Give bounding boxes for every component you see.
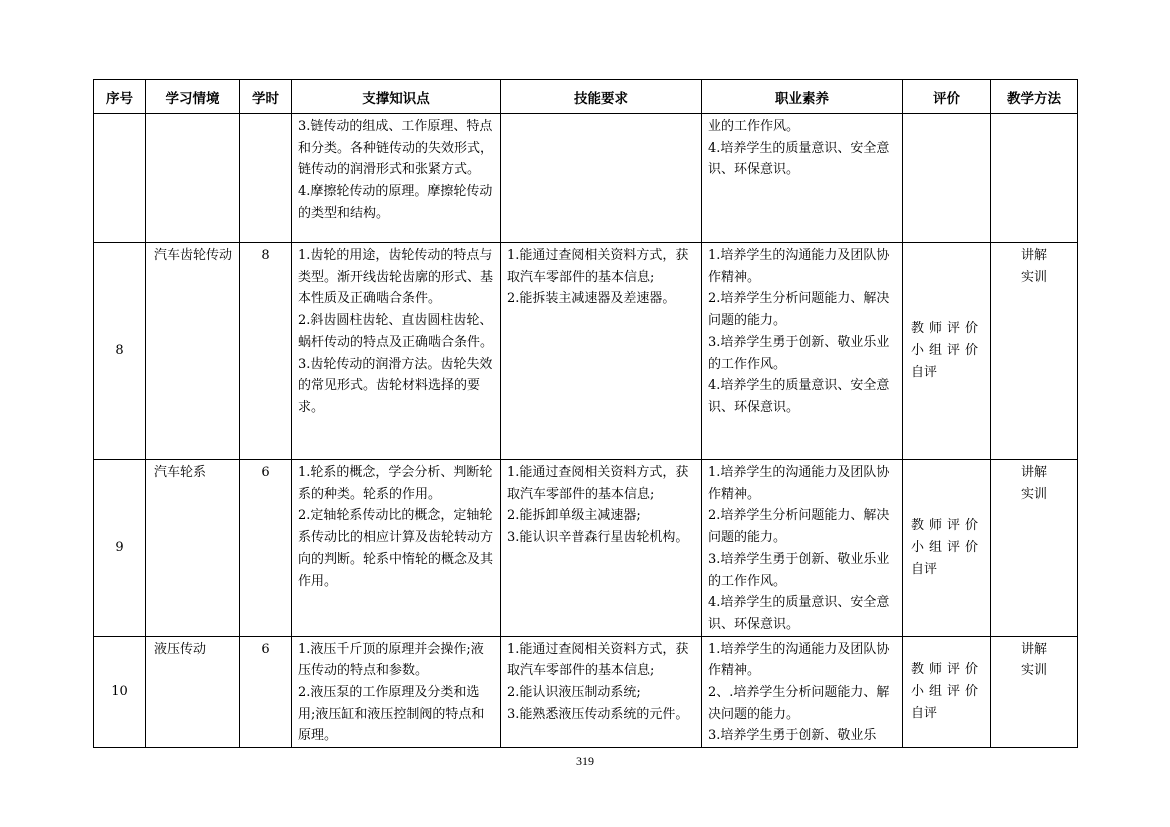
seq-cell: 9 — [94, 460, 146, 637]
literacy-item: 1.培养学生的沟通能力及团队协作精神。 — [708, 248, 890, 285]
skill-item: 3.能熟悉液压传动系统的元件。 — [507, 706, 689, 722]
evaluation-item: 自评 — [911, 561, 938, 577]
knowledge-cell — [292, 460, 501, 637]
method-item: 讲解 — [1020, 465, 1047, 480]
skill-item: 1.能通过查阅相关资料方式，获取汽车零部件的基本信息; — [507, 641, 689, 679]
literacy-item: 4.培养学生的质量意识、安全意识、环保意识。 — [708, 378, 890, 415]
method-item: 讲解 — [1020, 248, 1047, 263]
literacy-cell — [702, 636, 903, 748]
method-item: 实训 — [1020, 269, 1047, 285]
header-literacy: 职业素养 — [702, 80, 903, 114]
skill-item: 2.能认识液压制动系统; — [507, 685, 641, 701]
topic-cell — [146, 114, 240, 243]
skill-item: 2.能拆卸单级主减速器; — [507, 508, 641, 524]
literacy-item: 2.培养学生分析问题能力、解决问题的能力。 — [708, 291, 890, 329]
evaluation-cell — [903, 460, 991, 637]
skill-item: 3.能认识辛普森行星齿轮机构。 — [507, 530, 689, 546]
evaluation-cell — [903, 114, 991, 243]
evaluation-item: 教师评价 — [911, 518, 984, 534]
literacy-item: 3.培养学生勇于创新、敬业乐 — [708, 728, 877, 744]
literacy-item: 1.培养学生的沟通能力及团队协作精神。 — [708, 641, 890, 679]
knowledge-item: 3.齿轮传动的润滑方法。齿轮失效的常见形式。齿轮材料选择的要求。 — [298, 356, 493, 415]
evaluation-cell — [903, 243, 991, 460]
methods-cell — [991, 243, 1078, 460]
hours-cell: 6 — [240, 636, 292, 748]
hours-cell: 8 — [240, 243, 292, 460]
literacy-item: 4.培养学生的质量意识、安全意识、环保意识。 — [708, 595, 890, 632]
topic-cell: 汽车轮系 — [146, 460, 240, 637]
skill-item: 1.能通过查阅相关资料方式，获取汽车零部件的基本信息; — [507, 465, 689, 502]
knowledge-item: 1.齿轮的用途，齿轮传动的特点与类型。渐开线齿轮齿廓的形式、基本性质及正确啮合条件。 — [298, 248, 494, 307]
evaluation-item: 自评 — [911, 364, 938, 380]
evaluation-item: 小组评价 — [911, 684, 984, 700]
knowledge-item: 2.定轴轮系传动比的概念，定轴轮系传动比的相应计算及齿轮转动方向的判断。轮系中惰轮的概念及其作用。 — [298, 508, 494, 589]
evaluation-item: 小组评价 — [911, 343, 984, 359]
header-methods: 教学方法 — [991, 80, 1078, 114]
skill-item: 1.能通过查阅相关资料方式，获取汽车零部件的基本信息; — [507, 248, 689, 285]
topic-cell: 液压传动 — [146, 636, 240, 748]
knowledge-item: 4.摩擦轮传动的原理。摩擦轮传动的类型和结构。 — [298, 184, 493, 221]
header-evaluation: 评价 — [903, 80, 991, 114]
literacy-item: 业的工作作风。 — [708, 119, 800, 134]
evaluation-item: 小组评价 — [911, 539, 984, 555]
seq-cell: 10 — [94, 636, 146, 748]
methods-cell — [991, 114, 1078, 243]
methods-cell — [991, 460, 1078, 637]
method-item: 讲解 — [1020, 641, 1047, 657]
header-hours: 学时 — [240, 80, 292, 114]
knowledge-cell — [292, 636, 501, 748]
hours-cell: 6 — [240, 460, 292, 637]
method-item: 实训 — [1020, 486, 1047, 502]
skills-cell — [501, 460, 702, 637]
knowledge-cell — [292, 243, 501, 460]
seq-cell — [94, 114, 146, 243]
method-item: 实训 — [1020, 663, 1047, 679]
table-row — [94, 460, 1078, 637]
literacy-item: 4.培养学生的质量意识、安全意识、环保意识。 — [708, 140, 890, 178]
table-header-row — [94, 80, 1078, 114]
skills-cell — [501, 636, 702, 748]
evaluation-item: 自评 — [911, 705, 938, 721]
table-row — [94, 243, 1078, 460]
table-row — [94, 636, 1078, 748]
knowledge-item: 2.液压泵的工作原理及分类和选用;液压缸和液压控制阀的特点和原理。 — [298, 685, 485, 744]
header-knowledge: 支撑知识点 — [292, 80, 501, 114]
header-skills: 技能要求 — [501, 80, 702, 114]
knowledge-item: 1.液压千斤顶的原理并会操作;液压传动的特点和参数。 — [298, 641, 484, 679]
skills-cell — [501, 114, 702, 243]
literacy-item: 1.培养学生的沟通能力及团队协作精神。 — [708, 465, 890, 502]
literacy-item: 3.培养学生勇于创新、敬业乐业的工作作风。 — [708, 551, 890, 589]
evaluation-item: 教师评价 — [911, 321, 984, 337]
evaluation-item: 教师评价 — [911, 662, 984, 678]
header-topic: 学习情境 — [146, 80, 240, 114]
literacy-cell — [702, 114, 903, 243]
literacy-cell — [702, 460, 903, 637]
knowledge-item: 2.斜齿圆柱齿轮、直齿圆柱齿轮、蜗杆传动的特点及正确啮合条件。 — [298, 313, 494, 350]
table-row-continuation — [94, 114, 1078, 243]
literacy-cell — [702, 243, 903, 460]
topic-cell: 汽车齿轮传动 — [146, 243, 240, 460]
knowledge-item: 1.轮系的概念，学会分析、判断轮系的种类。轮系的作用。 — [298, 465, 493, 502]
literacy-item: 2.培养学生分析问题能力、解决问题的能力。 — [708, 508, 890, 546]
methods-cell — [991, 636, 1078, 748]
hours-cell — [240, 114, 292, 243]
knowledge-item: 3.链传动的组成、工作原理、特点和分类。各种链传动的失效形式，链传动的润滑形式和张紧方式。 — [298, 119, 494, 178]
literacy-item: 2、.培养学生分析问题能力、解决问题的能力。 — [708, 685, 890, 722]
seq-cell: 8 — [94, 243, 146, 460]
knowledge-cell — [292, 114, 501, 243]
skills-cell — [501, 243, 702, 460]
skill-item: 2.能拆装主减速器及差速器。 — [507, 291, 676, 307]
page-number: 319 — [576, 754, 594, 768]
header-seq: 序号 — [94, 80, 146, 114]
evaluation-cell — [903, 636, 991, 748]
literacy-item: 3.培养学生勇于创新、敬业乐业的工作作风。 — [708, 334, 890, 372]
syllabus-table — [93, 79, 1078, 748]
